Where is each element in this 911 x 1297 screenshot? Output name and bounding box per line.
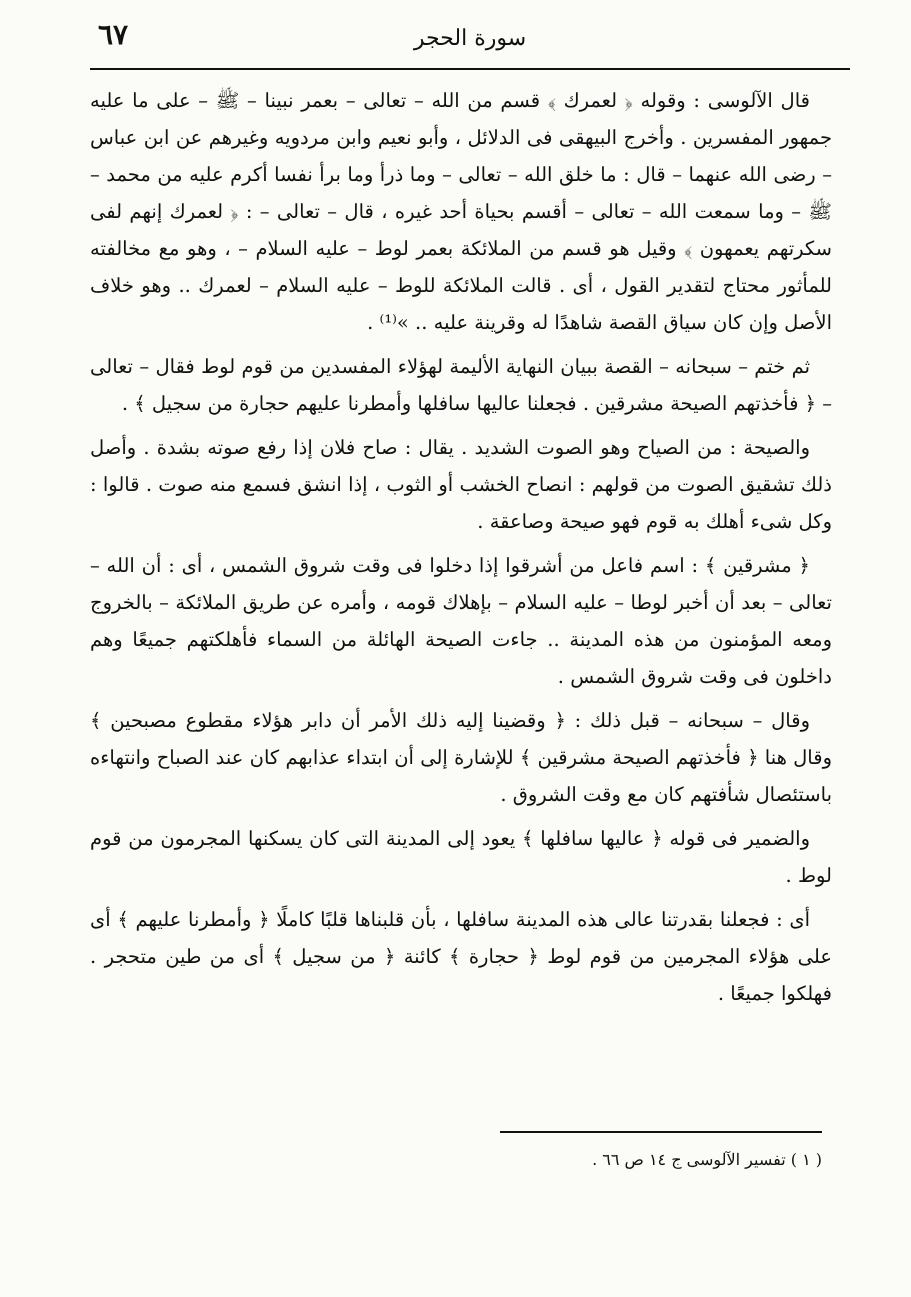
paragraph: والصيحة : من الصياح وهو الصوت الشديد . يقال : صاح فلان إذا رفع صوته بشدة . وأصل ذلك تشقيق الصوت من قولهم : انصاح الخشب أو الثوب ، إذا انشق فسمع منه صوت . قالوا : وكل شىء أهلك به قوم فهو صيحة وصاعقة . (90, 436, 832, 533)
paragraph: أى : فجعلنا بقدرتنا عالى هذه المدينة سافلها ، بأن قلبناها قلبًا كاملًا ﴿ وأمطرنا عليهم ﴾ أى على هؤلاء المجرمين من قوم لوط ﴿ حجارة ﴾ كائنة ﴿ من سجيل ﴾ أى من طين متحجر . فهلكوا جميعًا . (90, 908, 832, 1005)
page-number: ٦٧ (98, 18, 129, 51)
page-header (90, 8, 850, 70)
paragraph: قال الآلوسى : وقوله ﴿ لعمرك ﴾ قسم من الله – تعالى – بعمر نبينا – ﷺ – على ما عليه جمهور المفسرين . وأخرج البيهقى فى الدلائل ، وأبو نعيم وابن مردويه وغيرهم عن ابن عباس – رضى الله عنهما – قال : ما خلق الله – تعالى – وما ذرأ وما برأ نفسا أكرم عليه من محمد – ﷺ – وما سمعت الله – تعالى – أقسم بحياة أحد غيره ، قال – تعالى – : ﴿ لعمرك إنهم لفى سكرتهم يعمهون ﴾ وقيل هو قسم من الملائكة بعمر لوط – عليه السلام – ، وهو مع مخالفته للمأثور محتاج لتقدير القول ، أى . قالت الملائكة للوط – عليه السلام – لعمرك .. وهو خلاف الأصل وإن كان سياق القصة شاهدًا له وقرينة عليه .. »⁽¹⁾ . (90, 89, 832, 334)
paragraph: ﴿ مشرقين ﴾ : اسم فاعل من أشرقوا إذا دخلوا فى وقت شروق الشمس ، أى : أن الله – تعالى – بعد أن أخبر لوطا – عليه السلام – بإهلاك قومه ، وأمره عن طريق الملائكة – بالخروج ومعه المؤمنون من هذه المدينة .. جاءت الصيحة الهائلة من السماء فأهلكتهم جميعًا وهم داخلون فى وقت شروق الشمس . (90, 554, 832, 688)
footnote-divider (500, 1131, 822, 1133)
paragraph: وقال – سبحانه – قبل ذلك : ﴿ وقضينا إليه ذلك الأمر أن دابر هؤلاء مقطوع مصبحين ﴾ وقال هنا ﴿ فأخذتهم الصيحة مشرقين ﴾ للإشارة إلى أن ابتداء عذابهم كان عند الصباح وانتهاءه باستئصال شأفتهم كان مع وقت الشروق . (90, 709, 832, 806)
paragraph: ثم ختم – سبحانه – القصة ببيان النهاية الأليمة لهؤلاء المفسدين من قوم لوط فقال – تعالى – ﴿ فأخذتهم الصيحة مشرقين . فجعلنا عاليها سافلها وأمطرنا عليهم حجارة من سجيل ﴾ . (90, 355, 832, 415)
footnote: ( ١ ) تفسير الآلوسى ج ١٤ ص ٦٦ . (592, 1150, 822, 1169)
surah-title: سورة الحجر (413, 26, 527, 51)
paragraph: والضمير فى قوله ﴿ عاليها سافلها ﴾ يعود إلى المدينة التى كان يسكنها المجرمون من قوم لوط . (90, 827, 832, 887)
body-text (90, 82, 832, 1019)
